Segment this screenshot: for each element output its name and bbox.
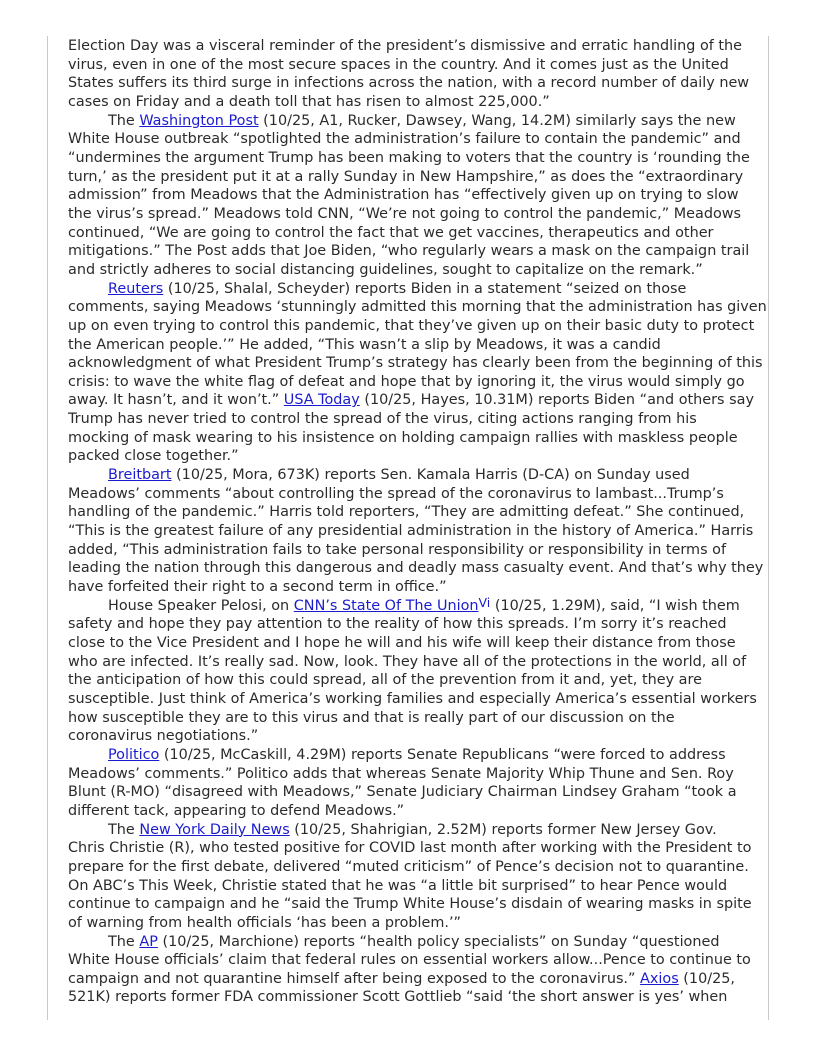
text-run: Meadows’ comments.” Politico adds that whereas Senate Majority Whip Thune and Sen. Roy xyxy=(68,765,734,782)
text-line xyxy=(68,709,758,728)
text-run: (10/25, Shalal, Scheyder) reports Biden in a statement “seized on those xyxy=(163,280,687,297)
text-line xyxy=(68,634,758,653)
text-line xyxy=(68,242,758,261)
paragraph-p7 xyxy=(68,821,758,933)
text-run: (10/25, xyxy=(678,970,735,987)
text-line xyxy=(68,261,758,280)
text-run: have forfeited their right to a second term in office.” xyxy=(68,579,447,596)
endnote-marker[interactable]: Vi xyxy=(478,594,491,610)
text-line xyxy=(68,690,758,709)
text-run: House Speaker Pelosi, on xyxy=(108,597,294,614)
text-line xyxy=(68,485,758,504)
text-line xyxy=(68,503,758,522)
text-line xyxy=(68,391,758,410)
paragraph-p1 xyxy=(68,37,758,112)
text-line xyxy=(68,410,758,429)
link-washington-post[interactable]: Washington Post xyxy=(139,112,259,129)
text-line xyxy=(68,280,758,299)
text-line xyxy=(68,149,758,168)
text-line xyxy=(68,578,758,597)
paragraph-p2 xyxy=(68,112,758,280)
text-line xyxy=(68,594,758,616)
link-ap[interactable]: AP xyxy=(139,933,158,950)
text-line xyxy=(68,951,758,970)
text-run: White House officials’ claim that federal rules on essential workers allow...Pence to continue to xyxy=(68,952,751,969)
text-run: admission” from Meadows that the Administration has “effectively given up on trying to slow xyxy=(68,187,739,204)
link-new-york-daily-news[interactable]: New York Daily News xyxy=(139,821,290,838)
right-margin-rule xyxy=(768,36,769,1020)
link-breitbart[interactable]: Breitbart xyxy=(108,467,172,484)
text-line xyxy=(68,93,758,112)
text-line xyxy=(68,858,758,877)
text-line xyxy=(68,224,758,243)
text-run: added, “This administration fails to take personal responsibility or responsibility in terms of xyxy=(68,541,727,558)
text-run: close to the Vice President and I hope he will and his wife will keep their distance from those xyxy=(68,635,736,651)
text-line xyxy=(68,802,758,821)
text-run: comments, saying Meadows ‘stunningly admitted this morning that the administration has given xyxy=(68,299,767,316)
text-line xyxy=(68,559,764,578)
text-line xyxy=(68,205,758,224)
paragraph-p8 xyxy=(68,933,758,1008)
paragraph-p4 xyxy=(68,466,764,597)
text-run: packed close together.” xyxy=(68,448,239,465)
text-line xyxy=(68,56,758,75)
text-line xyxy=(68,130,758,149)
link-axios[interactable]: Axios xyxy=(640,970,679,987)
text-line xyxy=(68,988,758,1007)
text-run: Meadows’ comments “about controlling the spread of the coronavirus to lambast...Trump’s xyxy=(68,485,724,502)
text-run: the virus’s spread.” Meadows told CNN, “We’re not going to control the pandemic,” Meadows xyxy=(68,205,742,222)
text-line xyxy=(68,317,758,336)
text-line xyxy=(68,354,763,373)
text-line xyxy=(68,336,758,355)
text-line xyxy=(68,653,758,672)
article-body xyxy=(68,37,767,1007)
text-line xyxy=(68,839,758,858)
text-line xyxy=(68,895,758,914)
text-run: mocking of mask wearing to his insistence on holding campaign rallies with maskless people xyxy=(68,429,738,446)
text-line xyxy=(68,970,758,989)
text-run: Trump has never tried to control the spread of the virus, citing actions ranging from his xyxy=(68,411,697,428)
text-run: The xyxy=(108,933,140,950)
text-run: virus, even in one of the most secure spaces in the country. And it comes just as the United xyxy=(68,56,729,73)
text-run: cases on Friday and a death toll that has risen to almost 225,000.” xyxy=(68,93,550,110)
text-run: White House outbreak “spotlighted the administration’s failure to contain the pandemic” and xyxy=(68,131,741,148)
text-run: Chris Christie (R), who tested positive for COVID last month after working with the President to xyxy=(68,840,752,857)
text-run: how susceptible they are to this virus and that is really part of our discussion on the xyxy=(68,709,675,726)
text-line xyxy=(68,765,758,784)
text-line xyxy=(68,168,758,187)
text-run: of warning from health officials ‘has been a problem.’” xyxy=(68,914,462,931)
text-run: susceptible. Just think of America’s working families and especially America’s essential workers xyxy=(68,690,757,707)
text-line xyxy=(68,466,758,485)
text-run: crisis: to wave the white flag of defeat and hope that by ignoring it, the virus would simply go xyxy=(68,373,745,390)
text-line xyxy=(68,112,758,131)
text-line xyxy=(68,373,758,392)
text-run: acknowledgment of what President Trump’s strategy has clearly been from the beginning of this xyxy=(68,355,763,372)
text-line xyxy=(68,37,758,56)
text-run: the American people.’” He added, “This wasn’t a slip by Meadows, it was a candid xyxy=(68,336,661,353)
text-run: (10/25, Marchione) reports “health policy specialists” on Sunday “questioned xyxy=(157,933,720,950)
text-run: States suffers its third surge in infections across the nation, with a record number of daily new xyxy=(68,75,750,92)
paragraph-p6 xyxy=(68,746,758,821)
link-usa-today[interactable]: USA Today xyxy=(283,392,360,409)
text-run: (10/25, Hayes, 10.31M) reports Biden “and others say xyxy=(359,392,754,409)
text-run: “This is the greatest failure of any presidential administration in the history of America.” Harris xyxy=(68,523,754,540)
text-line xyxy=(68,877,758,896)
text-line xyxy=(68,298,767,317)
text-run: 521K) reports former FDA commissioner Scott Gottlieb “said ‘the short answer is yes’ when xyxy=(68,989,728,1006)
text-run: safety and hope they pay attention to the reality of how this spreads. I’m sorry it’s reached xyxy=(68,616,727,633)
text-line xyxy=(68,186,758,205)
link-cnn-state-of-the-union[interactable]: CNN’s State Of The Union xyxy=(293,597,479,614)
text-line xyxy=(68,671,758,690)
text-line xyxy=(68,914,758,933)
text-line xyxy=(68,821,758,840)
text-run: mitigations.” The Post adds that Joe Biden, “who regularly wears a mask on the campaign trail xyxy=(68,243,750,260)
text-line xyxy=(68,541,758,560)
text-run: (10/25, 1.29M), said, “I wish them xyxy=(490,597,740,614)
text-run: On ABC’s This Week, Christie stated that he was “a little bit surprised” to hear Pence would xyxy=(68,877,728,894)
text-run: “undermines the argument Trump has been making to voters that the country is ‘rounding the xyxy=(68,149,750,166)
text-line xyxy=(68,727,758,746)
text-run: (10/25, Shahrigian, 2.52M) reports former New Jersey Gov. xyxy=(289,821,717,838)
text-run: (10/25, Mora, 673K) reports Sen. Kamala Harris (D-CA) on Sunday used xyxy=(171,467,690,484)
text-line xyxy=(68,746,758,765)
paragraph-p5 xyxy=(68,594,758,746)
text-run: continue to campaign and he “said the Trump White House’s disdain of wearing masks in spite xyxy=(68,896,752,913)
text-run: coronavirus negotiations.” xyxy=(68,728,259,745)
link-politico[interactable]: Politico xyxy=(108,746,160,763)
text-run: (10/25, McCaskill, 4.29M) reports Senate Republicans “were forced to address xyxy=(159,746,726,763)
text-line xyxy=(68,522,758,541)
link-reuters[interactable]: Reuters xyxy=(108,280,164,297)
text-run: away. It hasn’t, and it won’t.” xyxy=(68,392,284,409)
text-run: different tack, appearing to defend Meadows.” xyxy=(68,802,405,819)
text-line xyxy=(68,74,758,93)
text-run: The xyxy=(108,821,140,838)
text-run: turn,’ as the president put it at a rally Sunday in New Hampshire,” as does the “extraordinary xyxy=(68,168,744,185)
text-run: who are infected. It’s really sad. Now, look. They have all of the protections in the world, all of xyxy=(68,653,747,670)
text-line xyxy=(68,615,758,634)
left-margin-rule xyxy=(47,36,48,1020)
text-run: up on even trying to control this pandemic, that they’ve given up on their basic duty to protect xyxy=(68,317,755,334)
text-run: prepare for the first debate, delivered “muted criticism” of Pence’s decision not to quarantine. xyxy=(68,858,749,875)
text-run: Blunt (R-MO) “disagreed with Meadows,” Senate Judiciary Chairman Lindsey Graham “took a xyxy=(68,784,737,801)
text-line xyxy=(68,783,758,802)
text-line xyxy=(68,933,758,952)
text-run: (10/25, A1, Rucker, Dawsey, Wang, 14.2M) similarly says the new xyxy=(258,112,736,129)
text-run: the anticipation of how this could spread, all of the prevention from it and, yet, they are xyxy=(68,672,702,689)
paragraph-p3 xyxy=(68,280,767,467)
text-run: campaign and not quarantine himself after being exposed to the coronavirus.” xyxy=(68,970,641,987)
text-line xyxy=(68,447,758,466)
text-line xyxy=(68,429,758,448)
text-run: The xyxy=(108,112,140,129)
text-run: leading the nation through this dangerous and deadly mass casualty event. And that’s why they xyxy=(68,560,764,577)
text-run: and strictly adheres to social distancing guidelines, sought to capitalize on the remark.” xyxy=(68,261,703,278)
text-run: handling of the pandemic.” Harris told reporters, “They are admitting defeat.” She continued, xyxy=(68,504,745,521)
text-run: Election Day was a visceral reminder of the president’s dismissive and erratic handling of the xyxy=(68,38,743,54)
text-run: continued, “We are going to control the fact that we get vaccines, therapeutics and other xyxy=(68,224,714,241)
